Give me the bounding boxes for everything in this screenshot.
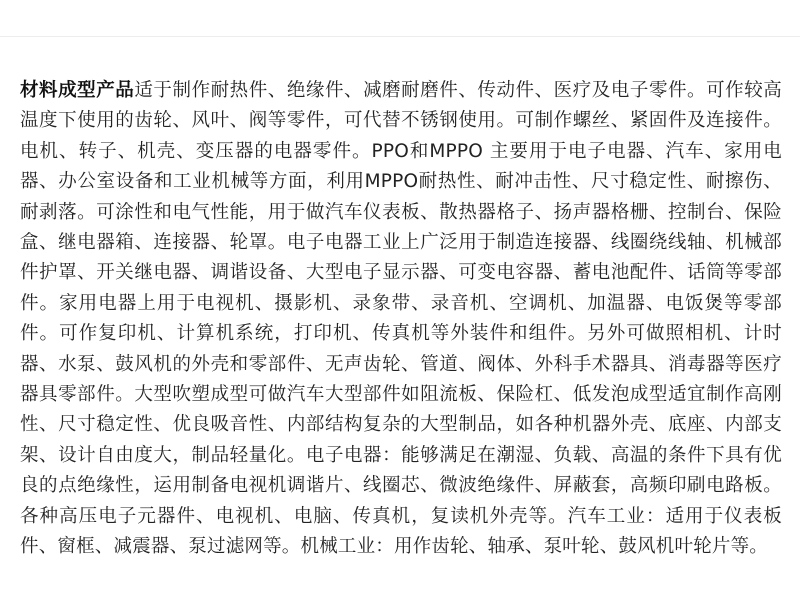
article-body-text: 适于制作耐热件、绝缘件、减磨耐磨件、传动件、医疗及电子零件。可作较高温度下使用的齿轮、风叶、阀等零件，可代替不锈钢使用。可制作螺丝、紧固件及连接件。电机、转子、机壳、变压器的电器零件。PPO和MPPO 主要用于电子电器、汽车、家用电器、办公室设备和工业机械等方面，利用MPPO耐热性、耐冲击性、尺寸稳定性、耐擦伤、耐剥落。可涂性和电气性能，用于做汽车仪表板、散热器格子、扬声器格栅、控制台、保险盒、继电器箱、连接器、轮罩。电子电器工业上广泛用于制造连接器、线圈绕线轴、机械部件护罩、开关继电器、调谐设备、大型电子显示器、可变电容器、蓄电池配件、话筒等零部件。家用电器上用于电视机、摄影机、录象带、录音机、空调机、加温器、电饭煲等零部件。可作复印机、计算机系统，打印机、传真机等外装件和组件。另外可做照相机、计时器、水泵、鼓风机的外壳和零部件、无声齿轮、管道、阀体、外科手术器具、消毒器等医疗器具零部件。大型吹塑成型可做汽车大型部件如阻流板、保险杠、低发泡成型适宜制作高刚性、尺寸稳定性、优良吸音性、内部结构复杂的大型制品，如各种机器外壳、底座、内部支架、设计自由度大，制品轻量化。电子电器：能够满足在潮湿、负载、高温的条件下具有优良的点绝缘性，运用制备电视机调谐片、线圈芯、微波绝缘件、屏蔽套，高频印刷电路板。各种高压电子元器件、电视机、电脑、传真机，复读机外壳等。汽车工业：适用于仪表板件、窗框、减震器、泵过滤网等。机械工业：用作齿轮、轴承、泵叶轮、鼓风机叶轮片等。: [20, 80, 782, 558]
article-lead-term: 材料成型产品: [20, 80, 135, 101]
top-bar: [0, 0, 800, 37]
article-paragraph: [20, 76, 782, 563]
